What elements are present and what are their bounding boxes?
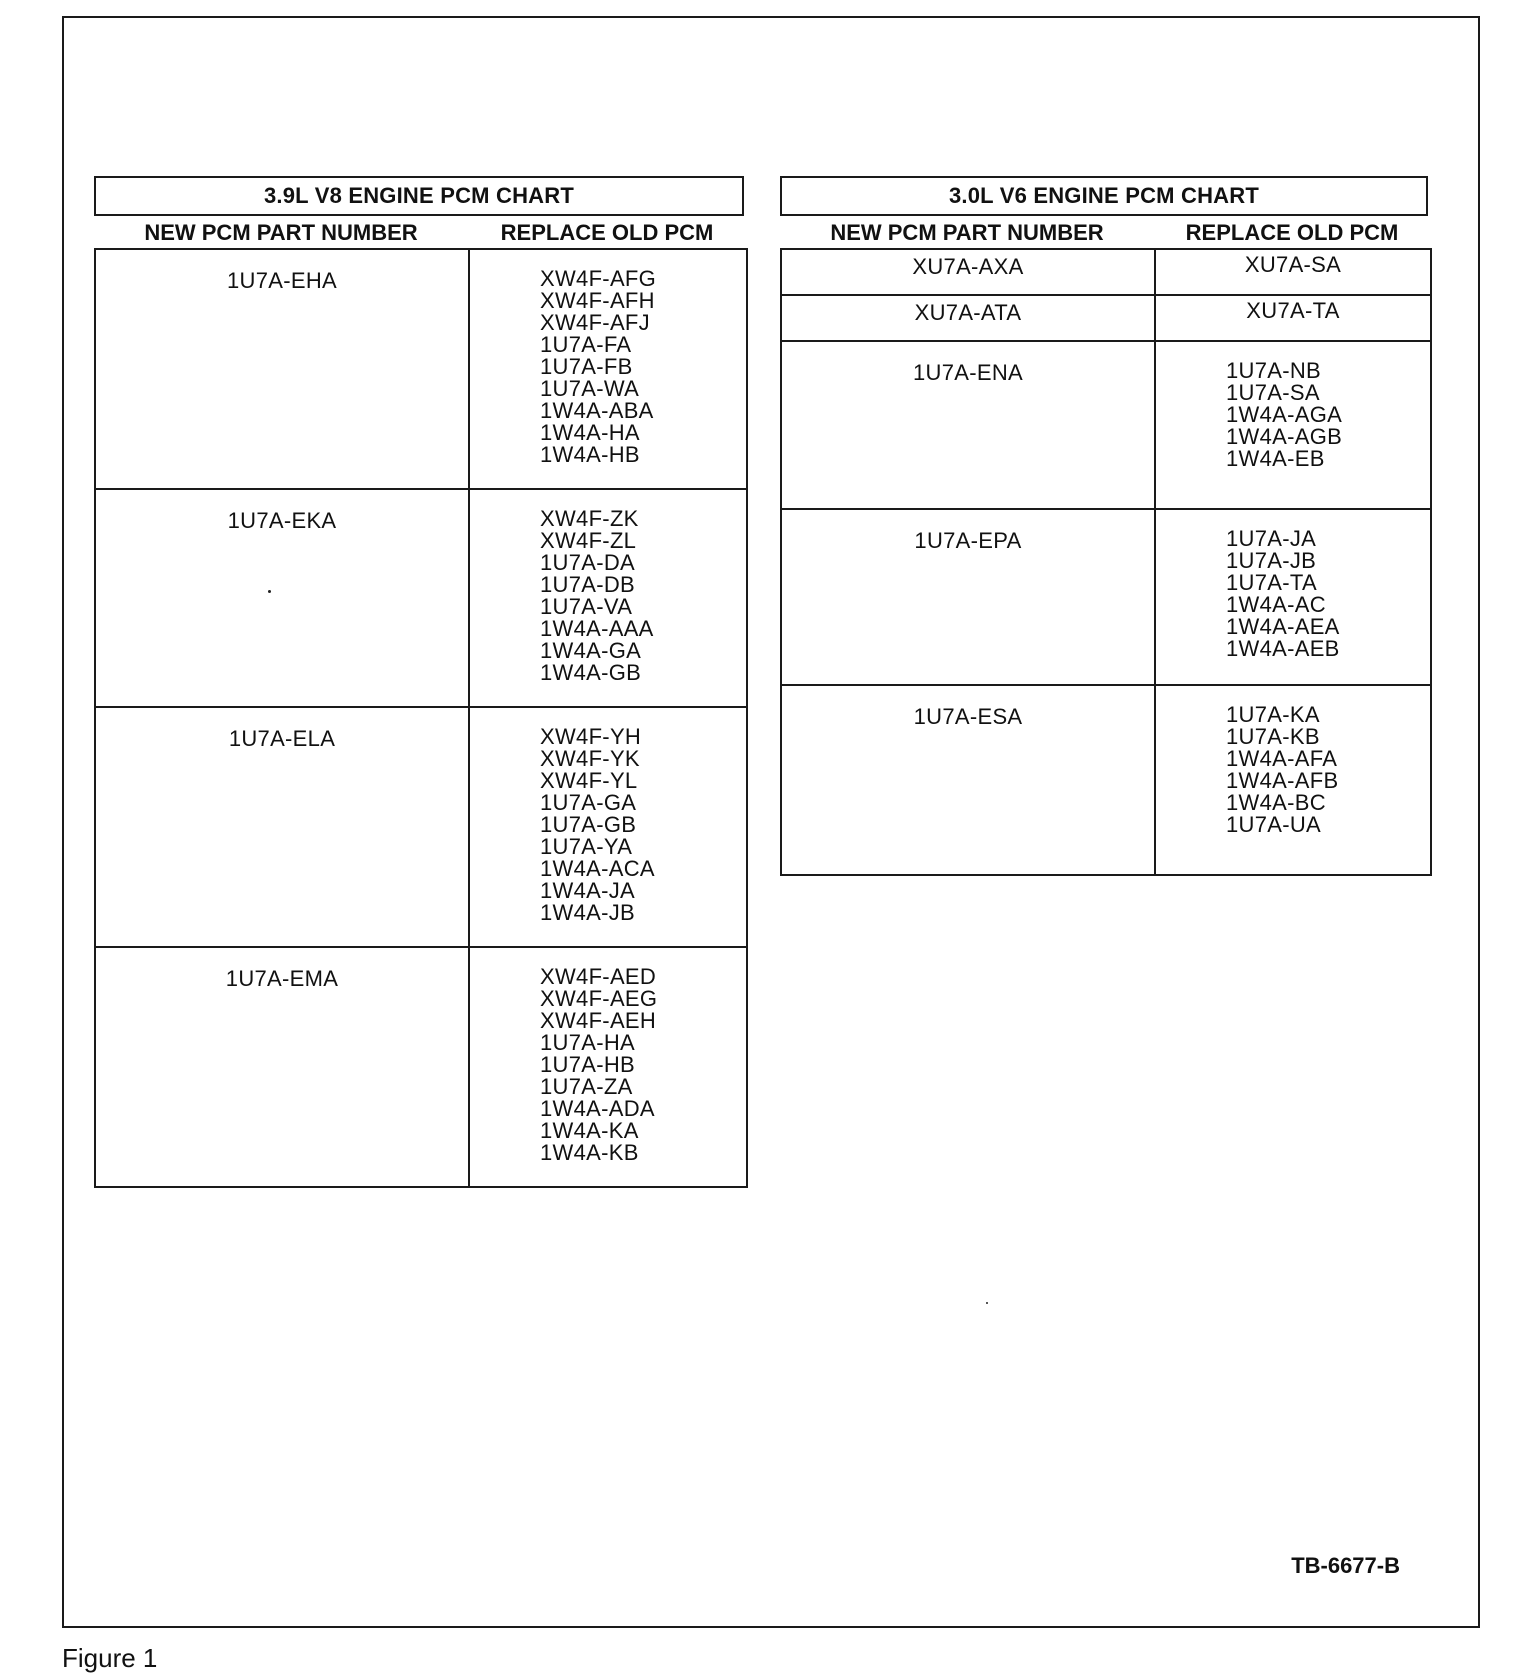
old-pcm-part-number: 1W4A-AFA [1226, 746, 1338, 771]
document-code: TB-6677-B [1291, 1553, 1400, 1578]
new-pcm-part-number: 1U7A-EHA [95, 249, 469, 489]
pcm-row [781, 509, 1431, 685]
old-pcm-part-number: XU7A-SA [1244, 252, 1342, 277]
pcm-row [95, 489, 747, 707]
old-pcm-part-number: XW4F-AED [540, 964, 657, 989]
old-pcm-part-number: 1W4A-HB [540, 442, 640, 467]
scan-speck [268, 590, 271, 593]
old-pcm-part-number: 1W4A-KB [540, 1140, 639, 1165]
pcm-row [781, 249, 1431, 295]
replace-old-pcm-list [469, 489, 747, 707]
old-pcm-part-number: XW4F-ZL [540, 528, 637, 553]
old-pcm-part-number: 1W4A-HA [540, 420, 640, 445]
v8-col-new-header: NEW PCM PART NUMBER [144, 220, 418, 245]
old-pcm-part-number: XW4F-AFH [540, 288, 655, 313]
old-pcm-part-number: 1W4A-AGB [1226, 424, 1343, 449]
old-pcm-part-number: 1U7A-KA [1226, 702, 1320, 727]
old-pcm-part-number: XW4F-YL [540, 768, 638, 793]
new-pcm-part-number: 1U7A-EMA [95, 947, 469, 1187]
old-pcm-part-number: 1U7A-SA [1226, 380, 1320, 405]
old-pcm-part-number: XW4F-YK [540, 746, 640, 771]
old-pcm-part-number: 1U7A-WA [540, 376, 640, 401]
old-pcm-part-number: 1U7A-KB [1226, 724, 1320, 749]
old-pcm-part-number: 1U7A-TA [1226, 570, 1317, 595]
old-pcm-part-number: 1U7A-YA [540, 834, 633, 859]
old-pcm-part-number: 1W4A-JA [540, 878, 636, 903]
old-pcm-part-number: 1U7A-GA [540, 790, 637, 815]
new-pcm-part-number: XU7A-AXA [781, 249, 1155, 295]
pcm-row [781, 341, 1431, 509]
figure-caption: Figure 1 [62, 1643, 158, 1673]
old-pcm-part-number: 1U7A-HB [540, 1052, 636, 1077]
old-pcm-part-number: 1W4A-AEB [1226, 636, 1340, 661]
pcm-row [95, 249, 747, 489]
old-pcm-part-number: 1U7A-FA [540, 332, 632, 357]
v8-table-body [95, 249, 747, 1187]
old-pcm-part-number: 1W4A-GA [540, 638, 642, 663]
old-pcm-part-number: XW4F-ZK [540, 506, 639, 531]
old-pcm-part-number: 1U7A-ZA [540, 1074, 633, 1099]
new-pcm-part-number: 1U7A-ENA [781, 341, 1155, 509]
new-pcm-part-number: 1U7A-EKA [95, 489, 469, 707]
old-pcm-part-number: 1U7A-DA [540, 550, 636, 575]
old-pcm-part-number: 1U7A-GB [540, 812, 637, 837]
old-pcm-part-number: XU7A-TA [1246, 298, 1340, 323]
old-pcm-part-number: 1W4A-ACA [540, 856, 655, 881]
old-pcm-part-number: 1U7A-DB [540, 572, 636, 597]
old-pcm-part-number: 1W4A-KA [540, 1118, 639, 1143]
scan-speck [986, 1302, 988, 1304]
replace-old-pcm-list [1155, 685, 1431, 875]
old-pcm-part-number: 1U7A-JA [1226, 526, 1317, 551]
old-pcm-part-number: 1W4A-EB [1226, 446, 1325, 471]
new-pcm-part-number: XU7A-ATA [781, 295, 1155, 341]
replace-old-pcm-list [1155, 509, 1431, 685]
old-pcm-part-number: XW4F-AEG [540, 986, 658, 1011]
new-pcm-part-number: 1U7A-ESA [781, 685, 1155, 875]
old-pcm-part-number: 1W4A-AC [1226, 592, 1326, 617]
v6-table-body [781, 249, 1431, 875]
old-pcm-part-number: 1W4A-JB [540, 900, 636, 925]
old-pcm-part-number: 1U7A-JB [1226, 548, 1317, 573]
old-pcm-part-number: 1W4A-AGA [1226, 402, 1343, 427]
old-pcm-part-number: XW4F-YH [540, 724, 642, 749]
new-pcm-part-number: 1U7A-ELA [95, 707, 469, 947]
old-pcm-part-number: XW4F-AFJ [540, 310, 650, 335]
old-pcm-part-number: 1W4A-AFB [1226, 768, 1339, 793]
pcm-row [95, 707, 747, 947]
old-pcm-part-number: 1U7A-UA [1226, 812, 1322, 837]
replace-old-pcm-list [1155, 249, 1431, 295]
v6-chart-title: 3.0L V6 ENGINE PCM CHART [780, 176, 1428, 216]
old-pcm-part-number: XW4F-AFG [540, 266, 657, 291]
old-pcm-part-number: 1W4A-AEA [1226, 614, 1340, 639]
pcm-row [95, 947, 747, 1187]
old-pcm-part-number: 1W4A-AAA [540, 616, 654, 641]
pcm-row [781, 295, 1431, 341]
v8-pcm-table [94, 248, 748, 1188]
replace-old-pcm-list [469, 249, 747, 489]
old-pcm-part-number: 1U7A-FB [540, 354, 633, 379]
v6-col-new-header: NEW PCM PART NUMBER [830, 220, 1104, 245]
replace-old-pcm-list [469, 947, 747, 1187]
v8-chart-title: 3.9L V8 ENGINE PCM CHART [94, 176, 744, 216]
old-pcm-part-number: 1U7A-HA [540, 1030, 636, 1055]
old-pcm-part-number: 1W4A-ADA [540, 1096, 655, 1121]
old-pcm-part-number: 1W4A-ABA [540, 398, 654, 423]
v6-col-old-header: REPLACE OLD PCM [1185, 220, 1399, 245]
old-pcm-part-number: XW4F-AEH [540, 1008, 657, 1033]
old-pcm-part-number: 1U7A-NB [1226, 358, 1322, 383]
replace-old-pcm-list [1155, 341, 1431, 509]
old-pcm-part-number: 1W4A-BC [1226, 790, 1326, 815]
old-pcm-part-number: 1U7A-VA [540, 594, 633, 619]
replace-old-pcm-list [469, 707, 747, 947]
pcm-row [781, 685, 1431, 875]
new-pcm-part-number: 1U7A-EPA [781, 509, 1155, 685]
v8-col-old-header: REPLACE OLD PCM [500, 220, 714, 245]
replace-old-pcm-list [1155, 295, 1431, 341]
old-pcm-part-number: 1W4A-GB [540, 660, 642, 685]
v6-pcm-table [780, 248, 1432, 876]
